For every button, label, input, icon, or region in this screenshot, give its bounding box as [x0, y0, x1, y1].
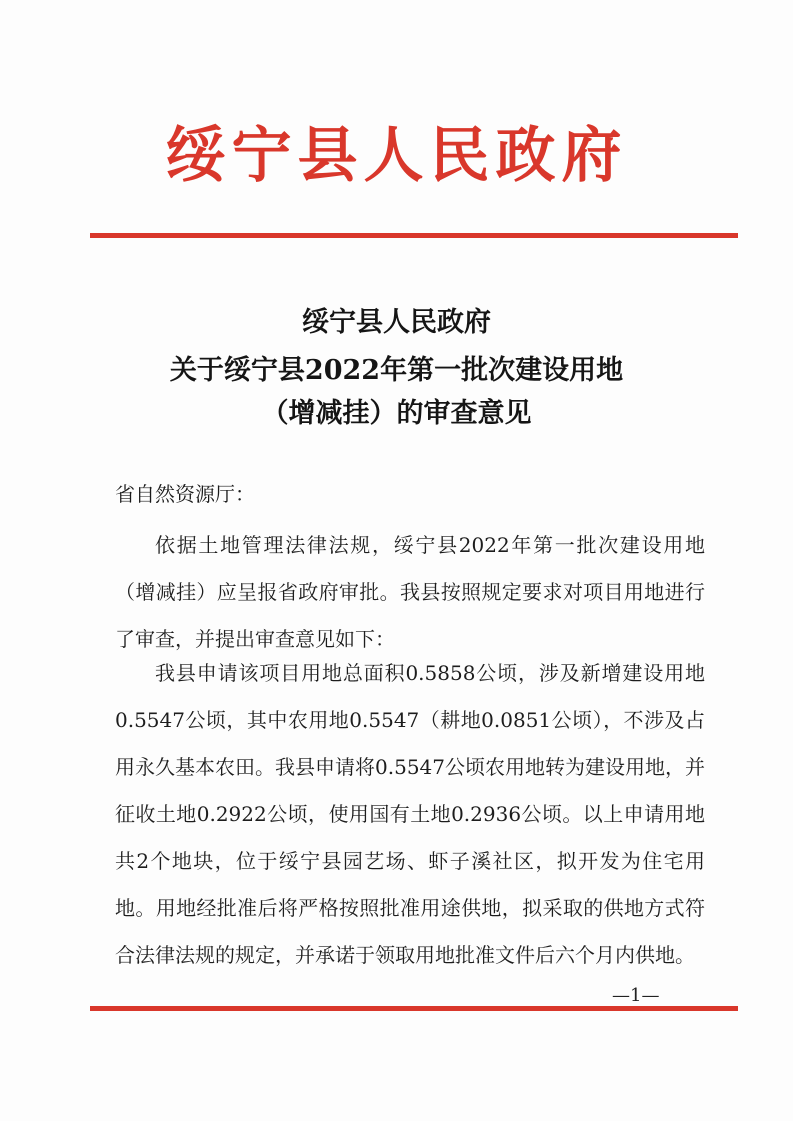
body-paragraph-1: 依据土地管理法律法规，绥宁县2022年第一批次建设用地（增减挂）应呈报省政府审批。我县按照规定要求对项目用地进行了审查，并提出审查意见如下： — [115, 533, 705, 651]
document-title-line-1: 绥宁县人民政府 — [302, 307, 491, 338]
body-paragraph-2: 我县申请该项目用地总面积0.5858公顷，涉及新增建设用地0.5547公顷，其中农用地0.5547（耕地0.0851公顷），不涉及占用永久基本农田。我县申请将0.5547公顷农用地转为建设用地，并征收土地0.2922公顷，使用国有土地0.2936公顷。以上申请用地共2个地块，位于绥宁县园艺场、虾子溪社区，拟开发为住宅用地。用地经批准后将严格按照批准用途供地，拟采取的供地方式符合法律法规的规定，并承诺于领取用地批准文件后六个月内供地。 — [115, 661, 705, 967]
masthead-red-rule — [90, 233, 738, 238]
salutation: 省自然资源厅： — [115, 482, 255, 506]
footer-red-rule — [90, 1006, 738, 1011]
document-title-line-2: 关于绥宁县2022年第一批次建设用地 — [169, 355, 624, 386]
document-title-line-3: （增减挂）的审查意见 — [261, 398, 532, 429]
masthead-org-name: 绥宁县人民政府 — [165, 121, 628, 191]
page-number: —1— — [612, 985, 660, 1006]
